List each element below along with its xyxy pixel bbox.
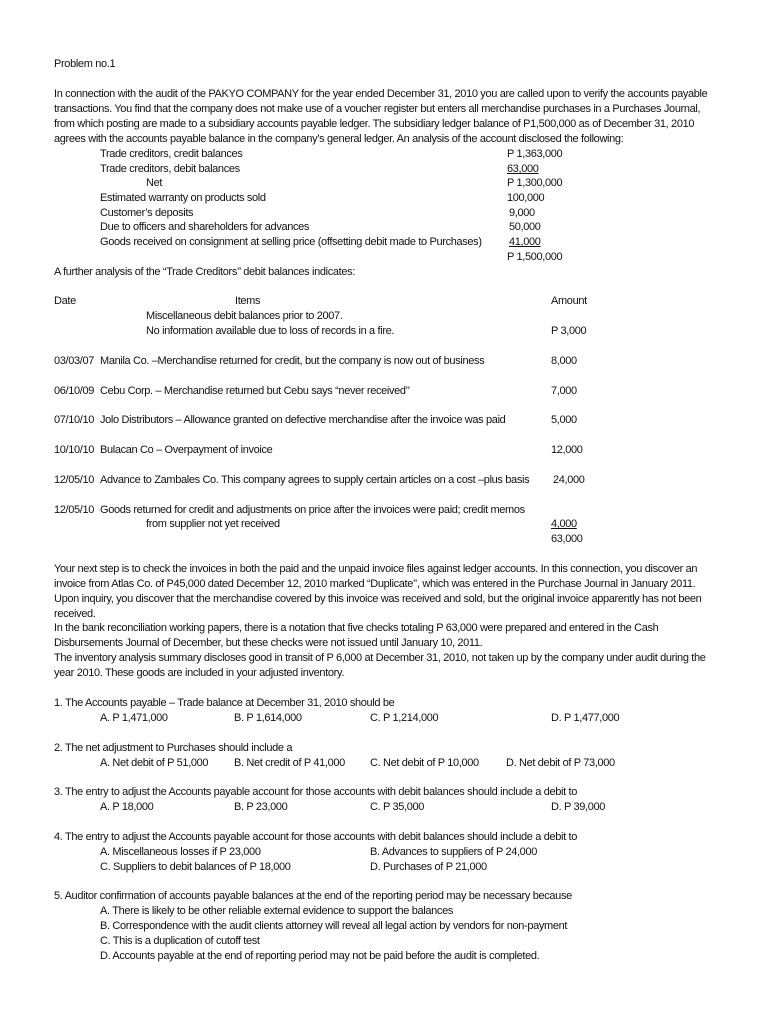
analysis-amount: 63,000 — [507, 163, 539, 175]
table-header-items: Items — [235, 295, 261, 307]
table-amount: 5,000 — [551, 414, 577, 426]
answer-choice: A. P 18,000 — [100, 801, 154, 813]
table-item-text: Miscellaneous debit balances prior to 2007. — [146, 310, 343, 322]
answer-choice: C. Net debit of P 10,000 — [370, 757, 479, 769]
answer-choice: D. Purchases of P 21,000 — [370, 861, 487, 873]
table-amount: 12,000 — [551, 444, 583, 456]
answer-choice: A. Net debit of P 51,000 — [100, 757, 209, 769]
table-item-text: Advance to Zambales Co. This company agrees to supply certain articles on a cost –plus basis — [100, 474, 530, 486]
paragraph-line: Upon inquiry, you discover that the merchandise covered by this invoice was received and sold, but the original invoice apparently has not been — [54, 593, 702, 605]
answer-choice: C. Suppliers to debit balances of P 18,000 — [100, 861, 291, 873]
question-text: 3. The entry to adjust the Accounts payable account for those accounts with debit balances should include a debit to — [54, 786, 578, 798]
answer-choice: B. Correspondence with the audit clients attorney will reveal all legal action by vendors for non-payment — [100, 920, 568, 932]
table-date: 07/10/10 — [54, 414, 95, 426]
paragraph-line: The inventory analysis summary discloses good in transit of P 6,000 at December 31, 2010, not taken up by the company under audit during the — [54, 652, 706, 664]
question-text: 2. The net adjustment to Purchases should include a — [54, 742, 293, 754]
answer-choice: B. Advances to suppliers of P 24,000 — [370, 846, 537, 858]
table-date: 12/05/10 — [54, 474, 95, 486]
table-date: 03/03/07 — [54, 355, 95, 367]
table-total: 63,000 — [551, 533, 583, 545]
analysis-amount: 100,000 — [507, 192, 545, 204]
analysis-amount: 9,000 — [509, 207, 535, 219]
answer-choice: D. Net debit of P 73,000 — [506, 757, 615, 769]
analysis-label: Net — [146, 177, 163, 189]
analysis-label: Goods received on consignment at selling price (offsetting debit made to Purchases) — [100, 236, 482, 248]
analysis-amount: P 1,363,000 — [507, 148, 563, 160]
paragraph-line: invoice from Atlas Co. of P45,000 dated December 12, 2010 marked “Duplicate’’, which was entered in the Purchase Journal in January 2011. — [54, 578, 696, 590]
table-item-text: No information available due to loss of records in a fire. — [146, 325, 395, 337]
table-item-text: Goods returned for credit and adjustments on price after the invoices were paid; credit memos — [100, 504, 525, 516]
answer-choice: D. P 39,000 — [551, 801, 606, 813]
table-amount: P 3,000 — [551, 325, 587, 337]
analysis-label: Trade creditors, credit balances — [100, 148, 243, 160]
analysis-amount: 50,000 — [509, 221, 541, 233]
table-item-text: Jolo Distributors – Allowance granted on defective merchandise after the invoice was paid — [100, 414, 506, 426]
table-amount: 7,000 — [551, 385, 577, 397]
paragraph-line: received. — [54, 608, 96, 620]
table-item-text: Bulacan Co – Overpayment of invoice — [100, 444, 273, 456]
table-item-text: Manila Co. –Merchandise returned for credit, but the company is now out of business — [100, 355, 485, 367]
problem-title: Problem no.1 — [54, 58, 116, 70]
paragraph-line: Your next step is to check the invoices in both the paid and the unpaid invoice files against ledger accounts. In this connection, you discover an — [54, 563, 698, 575]
table-amount: 8,000 — [551, 355, 577, 367]
further-analysis-text: A further analysis of the “Trade Creditors’’ debit balances indicates: — [54, 266, 355, 278]
answer-choice: D. P 1,477,000 — [551, 712, 620, 724]
intro-line: from which posting are made to a subsidiary accounts payable ledger. The subsidiary ledger balance of P1,500,000 as of December 31, 2010 — [54, 118, 695, 130]
paragraph-line: Disbursements Journal of December, but these checks were not issued until January 10, 2011. — [54, 637, 483, 649]
paragraph-line: In the bank reconciliation working papers, there is a notation that five checks totaling P 63,000 were prepared and entered in the Cash — [54, 622, 659, 634]
table-header-date: Date — [54, 295, 76, 307]
answer-choice: A. P 1,471,000 — [100, 712, 168, 724]
analysis-total: P 1,500,000 — [507, 251, 563, 263]
paragraph-line: year 2010. These goods are included in your adjusted inventory. — [54, 667, 345, 679]
answer-choice: C. P 35,000 — [370, 801, 425, 813]
table-item-text: from supplier not yet received — [146, 518, 280, 530]
question-text: 4. The entry to adjust the Accounts payable account for those accounts with debit balances should include a debit to — [54, 831, 578, 843]
answer-choice: C. P 1,214,000 — [370, 712, 439, 724]
intro-line: In connection with the audit of the PAKYO COMPANY for the year ended December 31, 2010 you are called upon to verify the accounts payable — [54, 88, 708, 100]
table-amount: 4,000 — [551, 518, 577, 530]
intro-line: agrees with the accounts payable balance in the company’s general ledger. An analysis of the account disclosed the following: — [54, 133, 624, 145]
answer-choice: B. P 1,614,000 — [234, 712, 302, 724]
answer-choice: B. Net credit of P 41,000 — [234, 757, 345, 769]
table-header-amount: Amount — [551, 295, 587, 307]
analysis-label: Estimated warranty on products sold — [100, 192, 266, 204]
table-item-text: Cebu Corp. – Merchandise returned but Cebu says “never received’’ — [100, 385, 410, 397]
table-date: 10/10/10 — [54, 444, 95, 456]
analysis-amount: 41,000 — [509, 236, 541, 248]
table-date: 12/05/10 — [54, 504, 95, 516]
intro-line: transactions. You find that the company does not make use of a voucher register but enters all merchandise purchases in a Purchases Journal, — [54, 103, 701, 115]
analysis-label: Customer’s deposits — [100, 207, 194, 219]
table-amount: 24,000 — [553, 474, 585, 486]
table-date: 06/10/09 — [54, 385, 95, 397]
analysis-label: Due to officers and shareholders for advances — [100, 221, 310, 233]
answer-choice: C. This is a duplication of cutoff test — [100, 935, 260, 947]
answer-choice: B. P 23,000 — [234, 801, 288, 813]
question-text: 5. Auditor confirmation of accounts payable balances at the end of the reporting period may be necessary because — [54, 890, 572, 902]
answer-choice: A. Miscellaneous losses if P 23,000 — [100, 846, 261, 858]
answer-choice: A. There is likely to be other reliable external evidence to support the balances — [100, 905, 454, 917]
question-text: 1. The Accounts payable – Trade balance at December 31, 2010 should be — [54, 697, 395, 709]
analysis-amount: P 1,300,000 — [507, 177, 563, 189]
answer-choice: D. Accounts payable at the end of reporting period may not be paid before the audit is completed. — [100, 950, 540, 962]
analysis-label: Trade creditors, debit balances — [100, 163, 240, 175]
